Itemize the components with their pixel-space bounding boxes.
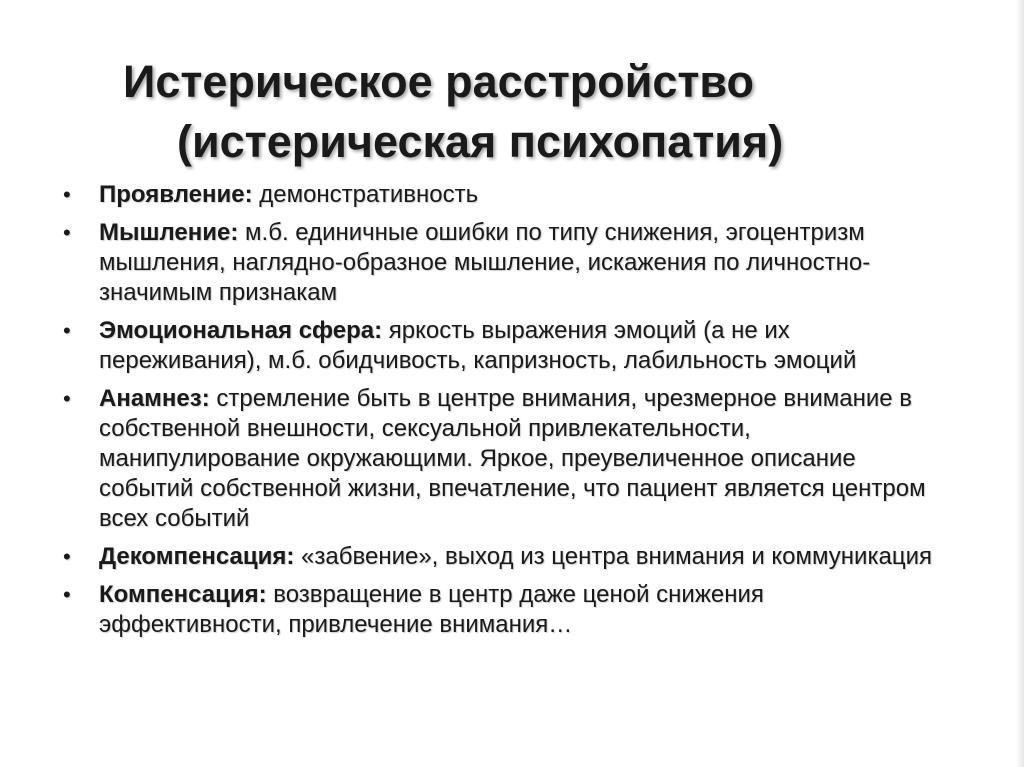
bullet-text: демонстративность (252, 181, 479, 208)
bullet-text: возвращение в центр даже ценой снижения эффективности, привлечение внимания… (99, 581, 764, 638)
slide-title-line-2: (истерическая психопатия) (177, 116, 784, 168)
bullet-text: яркость выражения эмоций (а не их переживания), м.б. обидчивость, капризность, лабильность эмоций (99, 317, 857, 374)
bullet-term: Эмоциональная сфера: (99, 317, 383, 344)
bullet-text: м.б. единичные ошибки по типу снижения, эгоцентризм мышления, наглядно-образное мышление, искажения по личностно-значимым признакам (99, 219, 871, 306)
bullet-item-manifestation (63, 180, 943, 210)
bullet-item-anamnesis (63, 384, 943, 534)
bullet-term: Анамнез: (99, 385, 210, 412)
bullet-icon: • (63, 544, 71, 569)
bullet-icon: • (63, 220, 71, 245)
bullet-list (63, 180, 943, 648)
slide-title (0, 52, 1024, 172)
bullet-item-compensation (63, 580, 943, 640)
bullet-item-decompensation (63, 542, 943, 572)
bullet-text: стремление быть в центре внимания, чрезмерное внимание в собственной внешности, сексуальной привлекательности, манипулирование окружающими. Яркое, преувеличенное описание событий собственной жизни, впечатление, что пациент является центром всех событий (99, 385, 926, 532)
bullet-term: Проявление: (99, 181, 253, 208)
bullet-term: Мышление: (99, 219, 239, 246)
bullet-term: Компенсация: (99, 581, 267, 608)
slide-title-line-1: Истерическое расстройство (123, 56, 754, 108)
bullet-item-emotional-sphere (63, 316, 943, 376)
bullet-icon: • (63, 386, 71, 411)
bullet-item-thinking (63, 218, 943, 308)
bullet-text: «забвение», выход из центра внимания и коммуникация (294, 543, 932, 570)
bullet-icon: • (63, 582, 71, 607)
bullet-icon: • (63, 182, 71, 207)
bullet-icon: • (63, 318, 71, 343)
bullet-term: Декомпенсация: (99, 543, 295, 570)
